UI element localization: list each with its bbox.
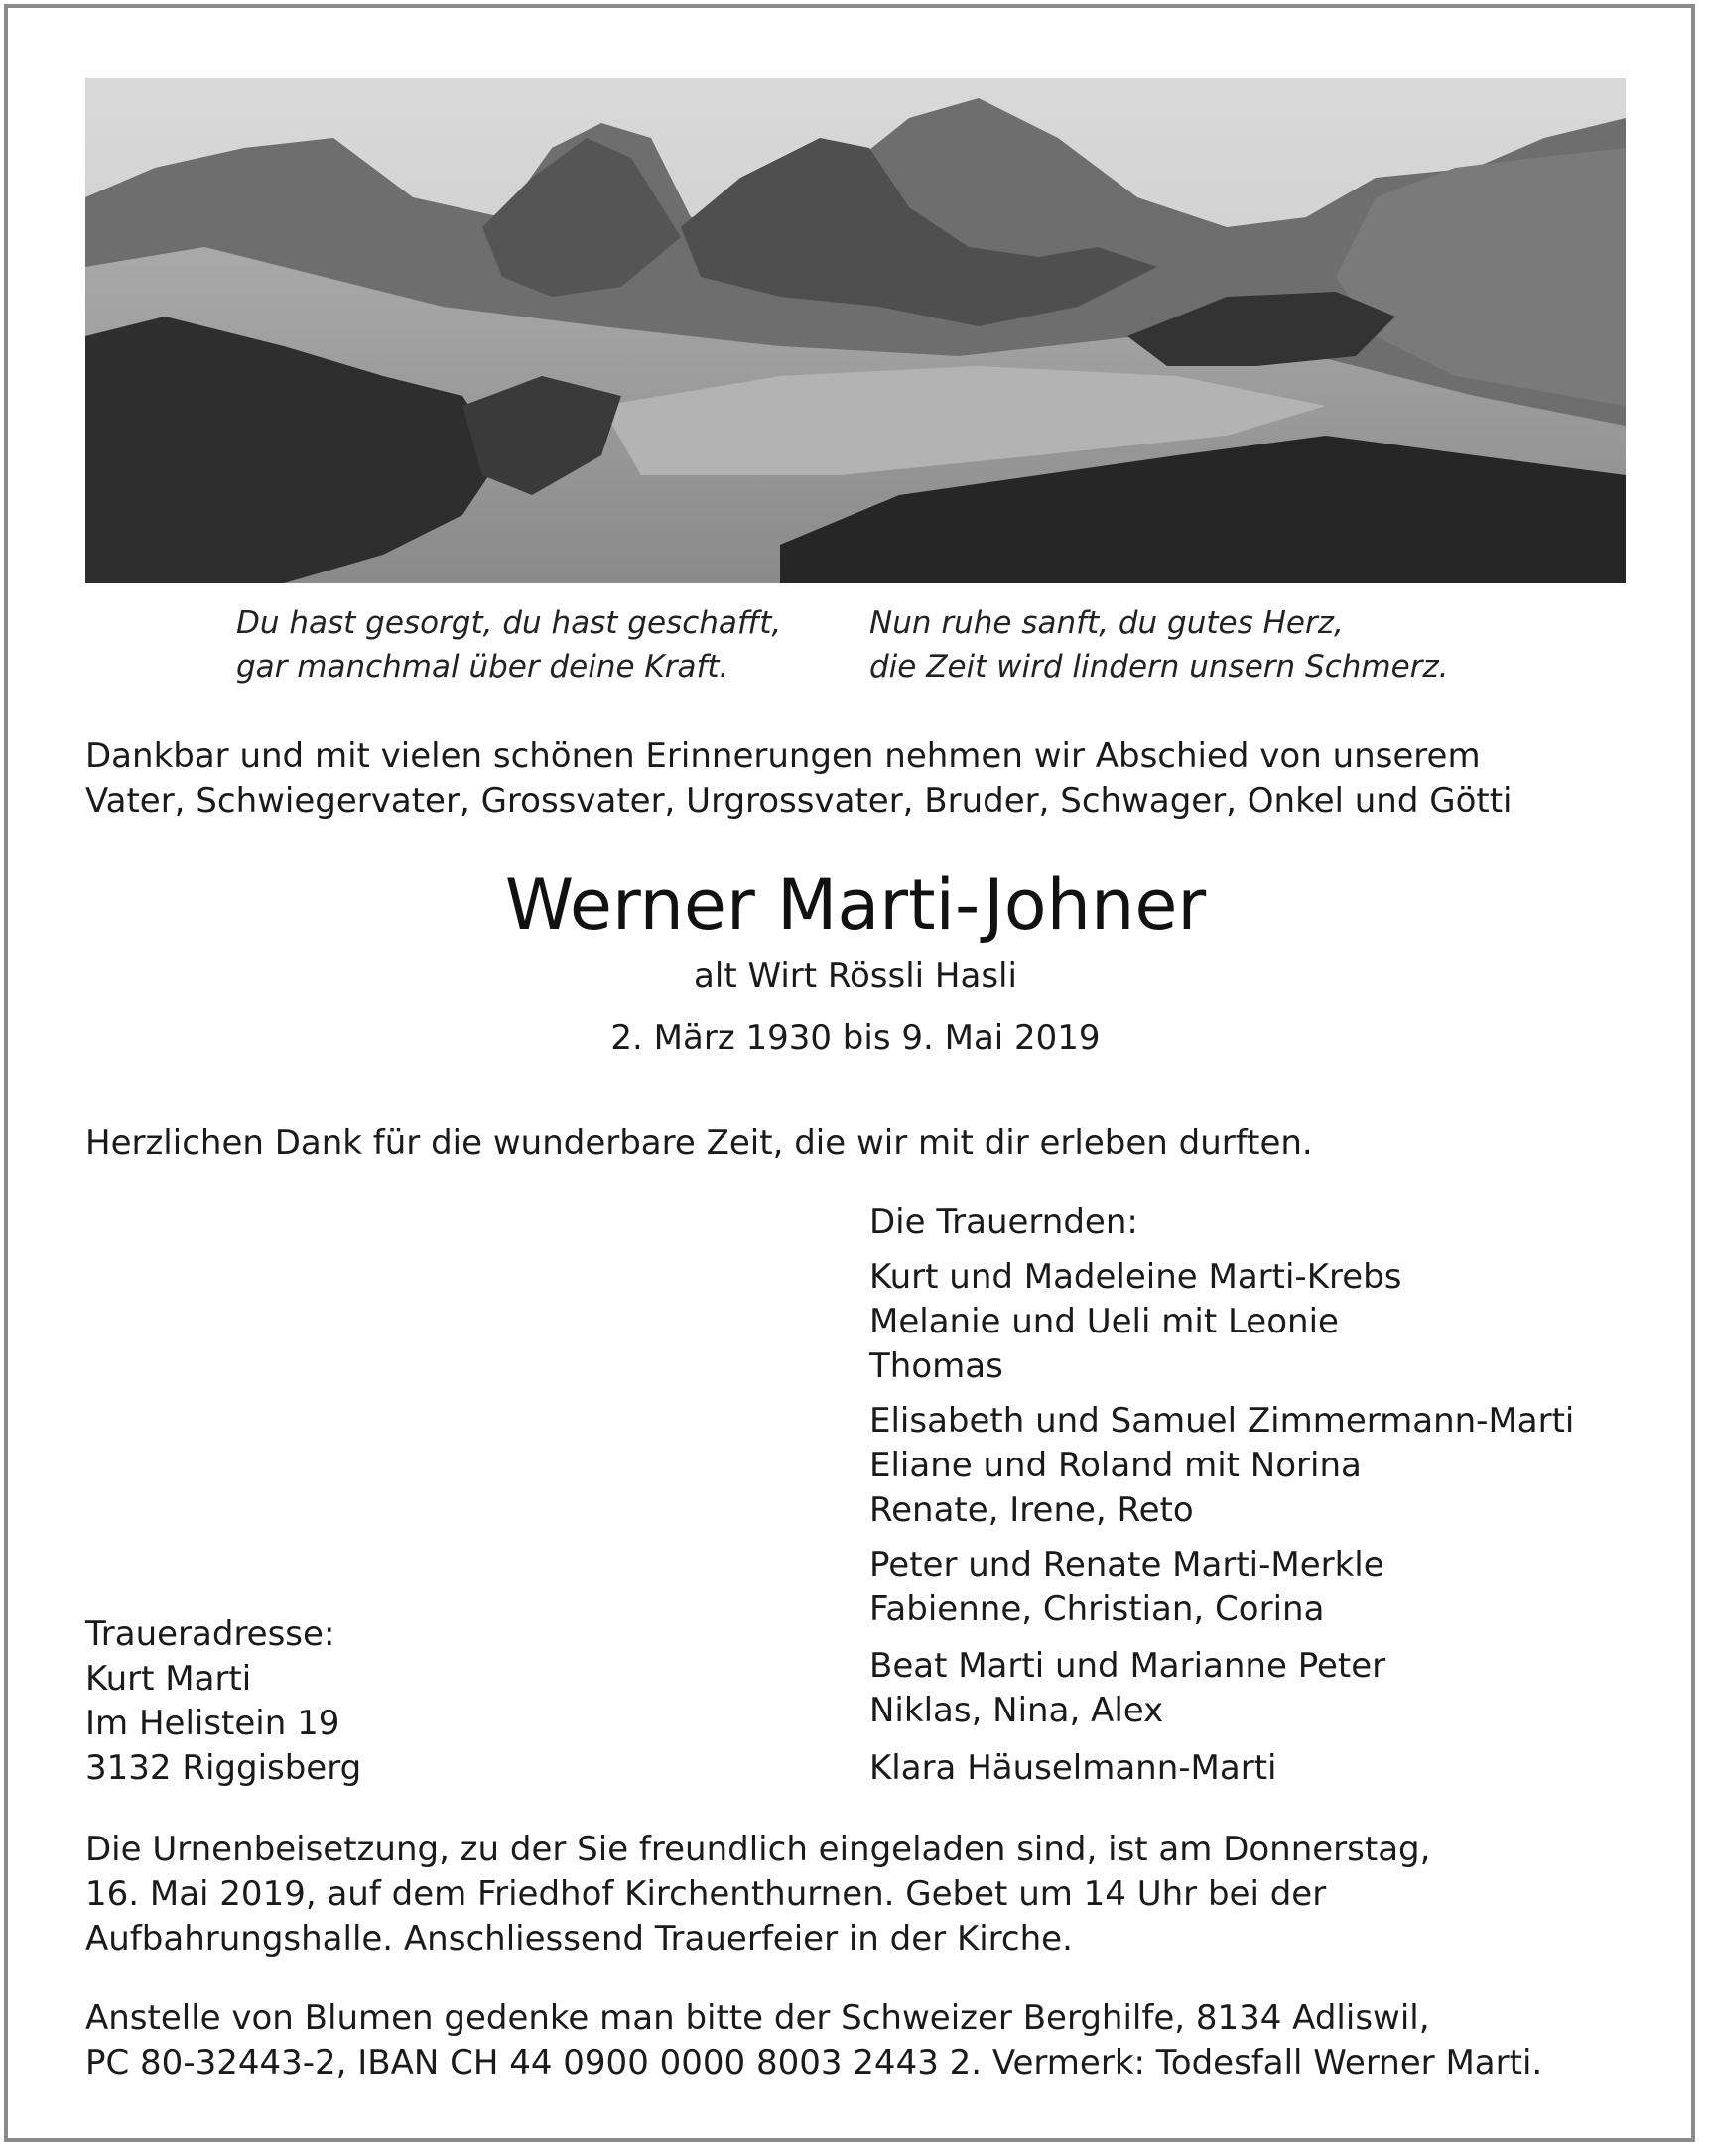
poem-right (869, 601, 1449, 689)
deceased-name: Werner Marti-Johner (504, 864, 1207, 946)
intro-line: Vater, Schwiegervater, Grossvater, Urgrossvater, Bruder, Schwager, Onkel und Götti (85, 781, 1513, 821)
address-heading: Traueradresse: (85, 1614, 335, 1654)
mourner-line: Melanie und Ueli mit Leonie (869, 1302, 1339, 1341)
intro-line: Dankbar und mit vielen schönen Erinnerungen nehmen wir Abschied von unserem (85, 736, 1481, 776)
mourner-group (869, 1255, 1401, 1389)
poem-line: gar manchmal über deine Kraft. (236, 649, 729, 685)
deceased-dates: 2. März 1930 bis 9. Mai 2019 (610, 1018, 1101, 1058)
mourner-line: Kurt und Madeleine Marti-Krebs (869, 1257, 1402, 1297)
thanks-line: Herzlichen Dank für die wunderbare Zeit, die wir mit dir erleben durften. (85, 1123, 1313, 1163)
mourner-line: Klara Häuselmann-Marti (869, 1748, 1277, 1788)
poem-left (236, 601, 781, 689)
mourner-line: Beat Marti und Marianne Peter (869, 1646, 1386, 1686)
deceased-title: alt Wirt Rössli Hasli (694, 956, 1017, 996)
poem-line: Du hast gesorgt, du hast geschafft, (236, 605, 782, 641)
donation-line: Anstelle von Blumen gedenke man bitte der Schweizer Berghilfe, 8134 Adliswil, (85, 1998, 1430, 2038)
mourners-heading: Die Trauernden: (869, 1203, 1138, 1242)
mourner-group (869, 1399, 1574, 1533)
ceremony-line: Die Urnenbeisetzung, zu der Sie freundlich eingeladen sind, ist am Donnerstag, (85, 1830, 1431, 1869)
address-line: 3132 Riggisberg (85, 1748, 362, 1788)
mourner-line: Elisabeth und Samuel Zimmermann-Marti (869, 1401, 1575, 1441)
mourner-line: Eliane und Roland mit Norina (869, 1446, 1362, 1485)
mourner-line: Niklas, Nina, Alex (869, 1691, 1164, 1730)
address-line: Im Helistein 19 (85, 1704, 340, 1743)
poem-line: die Zeit wird lindern unsern Schmerz. (869, 649, 1449, 685)
ceremony-line: Aufbahrungshalle. Anschliessend Trauerfeier in der Kirche. (85, 1919, 1073, 1959)
mourner-group (869, 1543, 1384, 1632)
mourner-group (869, 1746, 1276, 1791)
mourner-group (869, 1644, 1385, 1733)
poem-line: Nun ruhe sanft, du gutes Herz, (869, 605, 1344, 641)
mourner-line: Thomas (869, 1346, 1003, 1386)
mountain-landscape-photo (85, 78, 1626, 583)
donation-line: PC 80-32443-2, IBAN CH 44 0900 0000 8003 2443 2. Vermerk: Todesfall Werner Marti. (85, 2043, 1543, 2083)
ceremony-line: 16. Mai 2019, auf dem Friedhof Kirchenthurnen. Gebet um 14 Uhr bei der (85, 1874, 1327, 1914)
mountain-photo-illustration (85, 78, 1626, 583)
mourner-line: Renate, Irene, Reto (869, 1490, 1194, 1530)
mourner-line: Fabienne, Christian, Corina (869, 1589, 1325, 1629)
address-line: Kurt Marti (85, 1659, 252, 1699)
mourner-line: Peter und Renate Marti-Merkle (869, 1545, 1384, 1585)
